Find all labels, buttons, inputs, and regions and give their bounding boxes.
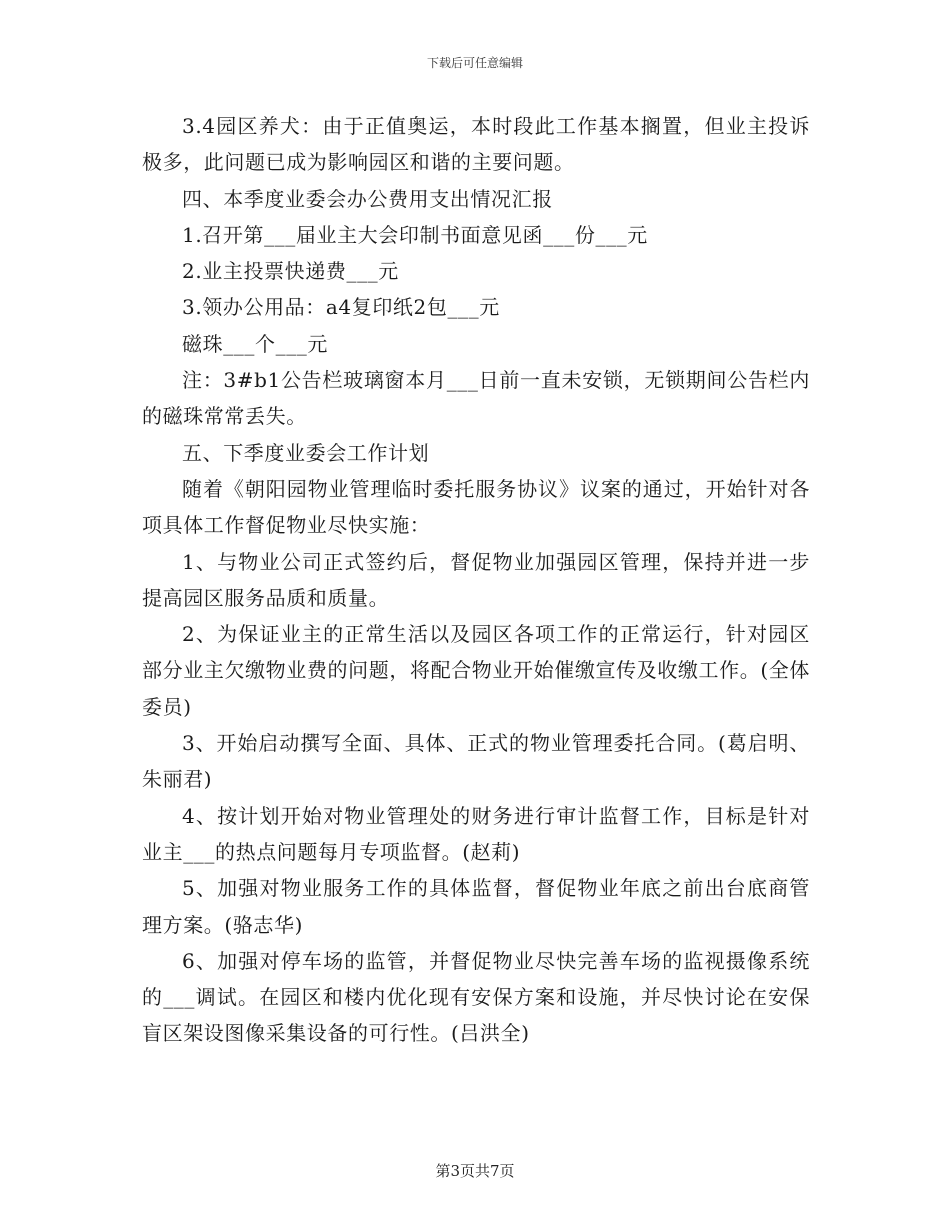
paragraph: 随着《朝阳园物业管理临时委托服务协议》议案的通过，开始针对各项具体工作督促物业尽快实施： [142, 476, 810, 538]
document-body [142, 108, 810, 1052]
list-item: 1、与物业公司正式签约后，督促物业加强园区管理，保持并进一步提高园区服务品质和质量。 [142, 549, 810, 610]
page-number: 第3页共7页 [435, 1162, 515, 1180]
paragraph: 2.业主投票快递费___元 [182, 259, 399, 284]
list-item: 4、按计划开始对物业管理处的财务进行审计监督工作，目标是针对业主___的热点问题每月专项监督。(赵莉) [142, 803, 810, 864]
list-item: 6、加强对停车场的监管，并督促物业尽快完善车场的监视摄像系统的___调试。在园区和楼内优化现有安保方案和设施，并尽快讨论在安保盲区架设图像采集设备的可行性。(吕洪全) [142, 948, 810, 1046]
paragraph: 磁珠___个___元 [182, 331, 328, 356]
paragraph: 3.4园区养犬：由于正值奥运，本时段此工作基本搁置，但业主投诉极多，此问题已成为影响园区和谐的主要问题。 [142, 114, 810, 175]
section-heading: 四、本季度业委会办公费用支出情况汇报 [182, 186, 553, 211]
page-header: 下载后可任意编辑 [426, 56, 523, 70]
paragraph: 3.领办公用品：a4复印纸2包___元 [182, 295, 500, 320]
list-item: 5、加强对物业服务工作的具体监督，督促物业年底之前出台底商管理方案。(骆志华) [142, 876, 810, 937]
list-item: 3、开始启动撰写全面、具体、正式的物业管理委托合同。(葛启明、朱丽君) [142, 731, 810, 792]
paragraph: 1.召开第___届业主大会印制书面意见函___份___元 [182, 222, 648, 247]
note-paragraph: 注：3#b1公告栏玻璃窗本月___日前一直未安锁，无锁期间公告栏内的磁珠常常丢失。 [142, 368, 810, 429]
section-heading: 五、下季度业委会工作计划 [182, 440, 430, 465]
list-item: 2、为保证业主的正常生活以及园区各项工作的正常运行，针对园区部分业主欠缴物业费的问题，将配合物业开始催缴宣传及收缴工作。(全体委员) [142, 622, 810, 719]
